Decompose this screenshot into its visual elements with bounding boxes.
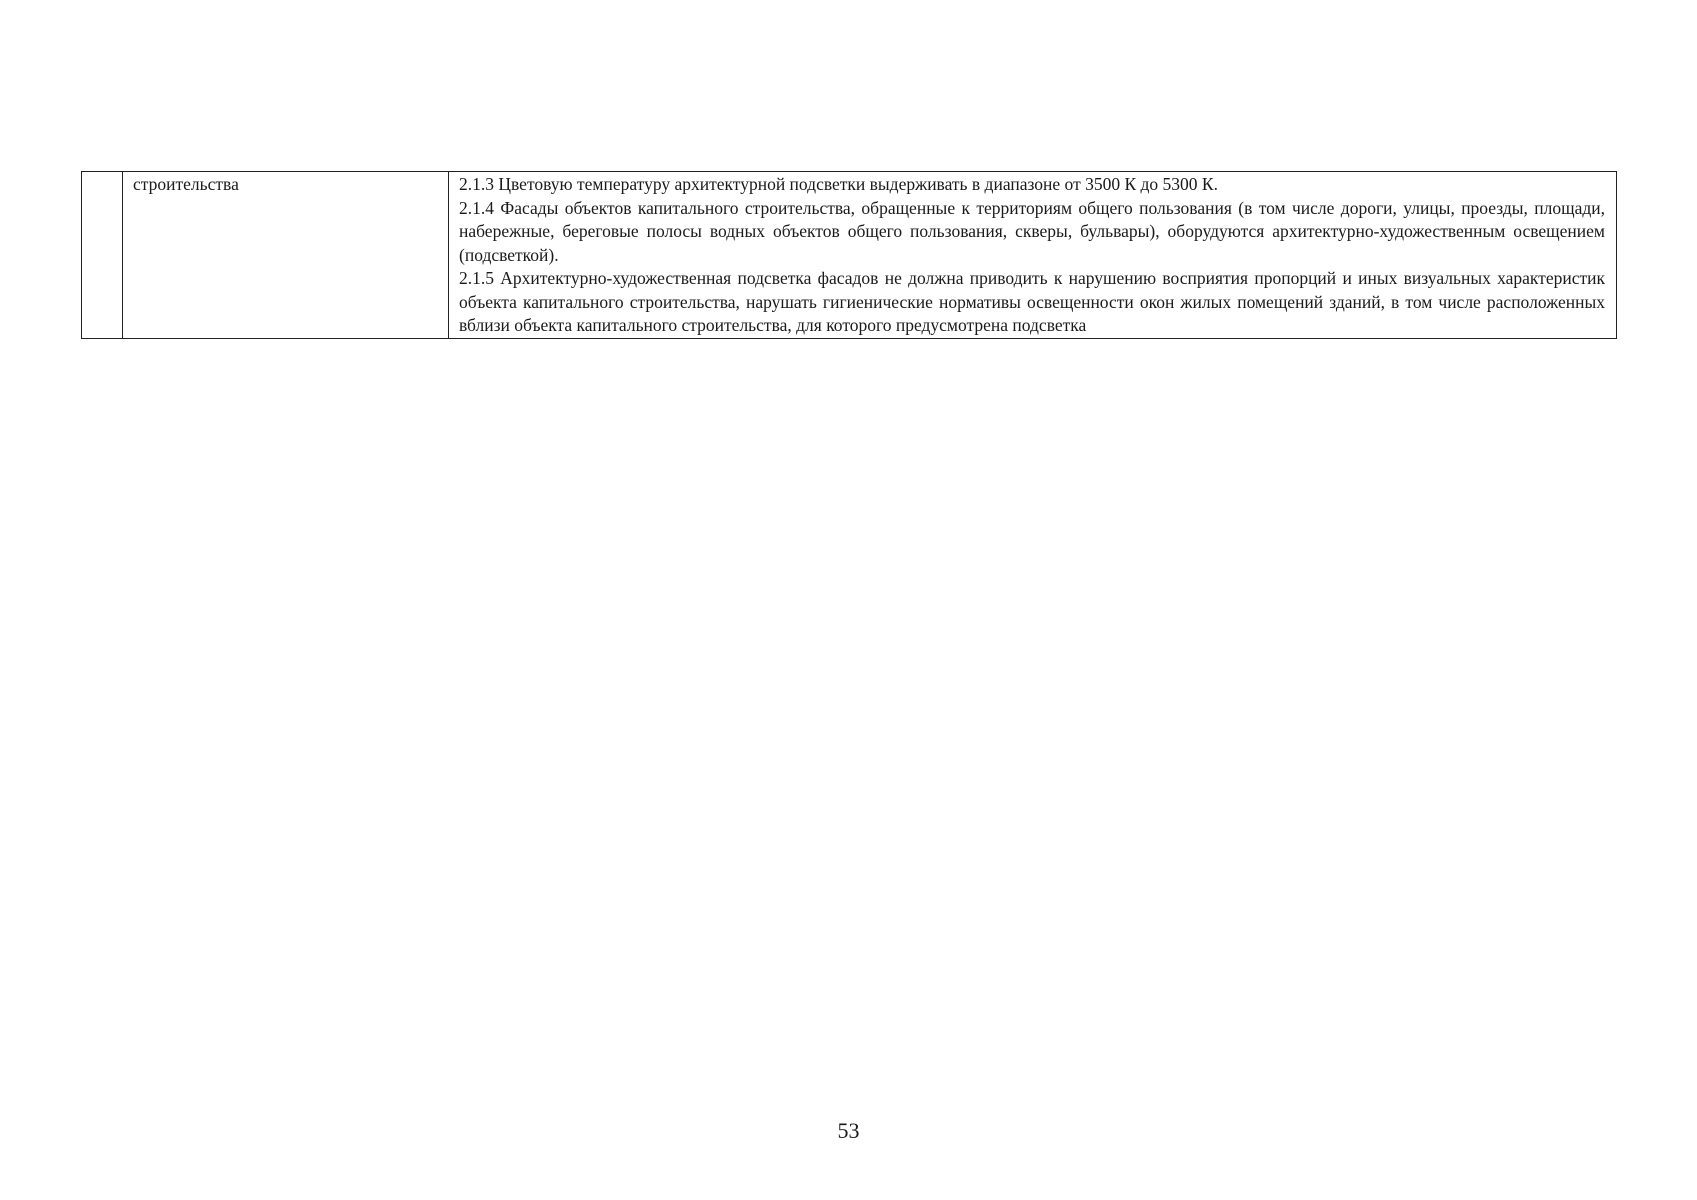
paragraph-2-1-5: 2.1.5 Архитектурно-художественная подсветка фасадов не должна приводить к нарушению восприятия пропорций и иных визуальных характеристик объекта капитального строительства, нарушать гигиенические нормативы освещенности окон жилых помещений зданий, в том числе расположенных вблизи объекта капитального строительства, для которого предусмотрена подсветка xyxy=(459,268,1605,335)
row-number-cell xyxy=(82,172,123,339)
requirements-table xyxy=(81,171,1617,339)
row-name-cell: строительства xyxy=(123,172,449,339)
table-row xyxy=(82,172,1617,339)
paragraph-2-1-3: 2.1.3 Цветовую температуру архитектурной подсветки выдерживать в диапазоне от 3500 К до 5300 К. xyxy=(459,174,1218,194)
row-content-cell xyxy=(449,172,1617,339)
paragraph-2-1-4: 2.1.4 Фасады объектов капитального строительства, обращенные к территориям общего пользования (в том числе дороги, улицы, проезды, площади, набережные, береговые полосы водных объектов общего пользования, скверы, бульвары), оборудуются архитектурно-художественным освещением (подсветкой). xyxy=(459,197,1605,265)
page-number: 53 xyxy=(837,1118,860,1143)
